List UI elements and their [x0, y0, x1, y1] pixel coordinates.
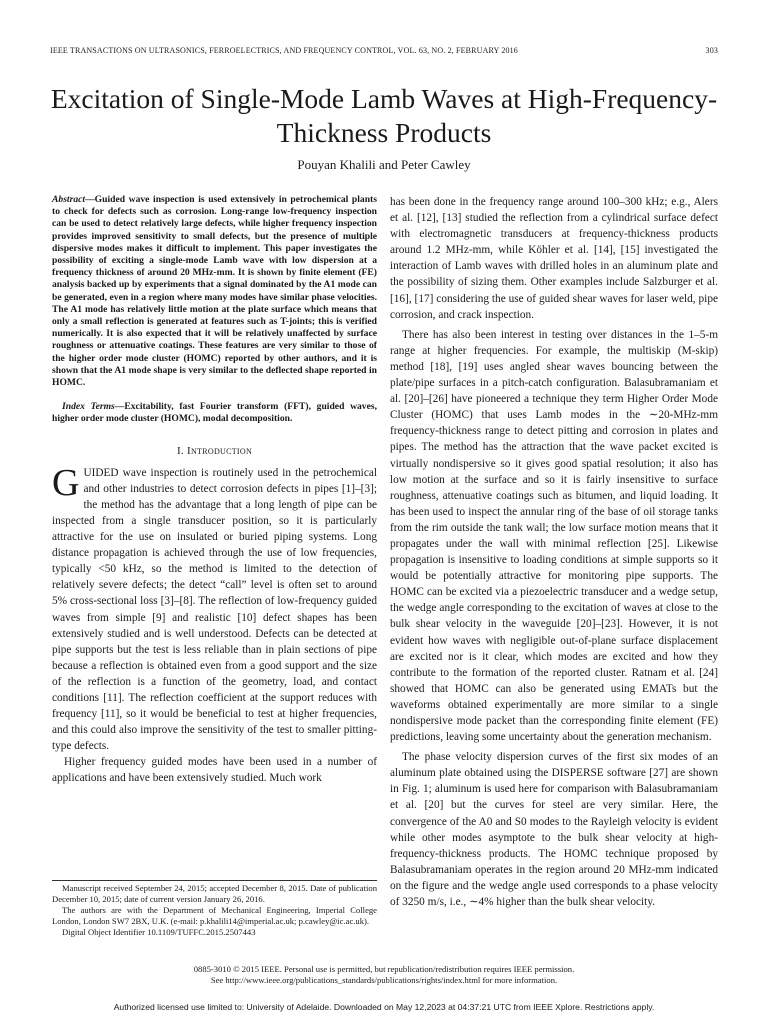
abstract-text: —Guided wave inspection is used extensively in petrochemical plants to check for defects such as corrosion. Long-range low-frequency inspection can be used to detect relatively large defects, while higher frequency inspection provides improved sensitivity to small defects, but the presence of multiple dispersive modes makes it difficult to implement. This paper investigates the possibility of exciting a single-mode Lamb wave with low dispersion at a frequency thickness of around 20 MHz-mm. It is shown by finite element (FE) analysis backed up by experiments that a signal dominated by the A1 mode can be generated, even in a region where many modes have similar phase velocities. The A1 mode has relatively little motion at the plate surface which means that only a small reflection is generated at features such as T-joints; this is verified numerically. It is also expected that it will be relatively unaffected by surface roughness or attenuative coatings. These features are very similar to those of the higher order mode cluster (HOMC) reported by other authors, and it is shown that the A1 mode shape is very similar to the deflected shape reported in HOMC. [52, 194, 377, 389]
body-paragraph: There has also been interest in testing over distances in the 1–5-m range at higher frequencies. For example, the multiskip (M-skip) method [18], [19] uses angled shear waves bouncing between the plate/pipe surfaces in a pitch-catch configuration. Balasubramaniam et al. [20]–[26] have pioneered a technique they term Higher Order Mode Cluster (HOMC) that uses Lamb modes in the ∼20-MHz-mm frequency-thickness range to detect pitting and corrosion in plates and pipes. The method has the attraction that the wave packet excited is virtually nondispersive so it gives good spatial resolution; it also has low motion at the surface and so it is fairly insensitive to surface roughness, attenuative coatings such as bitumen, and liquid loading. It has been used to inspect the annular ring of the base of oil storage tanks from the rim outside the tank wall; the low surface motion means that it propagates under the wall with minimal reflection [25]. Likewise propagation is insensitive to loading conditions at simple supports so it would be potentially attractive for monitoring pipe supports. The HOMC can be excited via a piezoelectric transducer and a wedge setup, the wedge angle corresponding to the excitation of waves at close to the bulk shear velocity in the waveguide [20]–[23]. However, it is not evident how waves with negligible out-of-plane surface displacement are excited nor is it clear, which modes are excited and how they contribute to the formation of the reported cluster. Ratnam et al. [24] showed that HOMC can also be generated using EMATs but the waveforms obtained experimentally are more similar to a single nondispersive mode packet than the corresponding finite element (FE) predictions, leaving some uncertainty about the generation mechanism. [390, 328, 718, 744]
footnote-received: Manuscript received September 24, 2015; accepted December 8, 2015. Date of publication December 10, 2015; date of current version January 26, 2016. [52, 883, 377, 904]
body-paragraph: The phase velocity dispersion curves of the first six modes of an aluminum plate obtained using the DISPERSE software [27] are shown in Fig. 1; aluminum is used here for comparison with Balasubramaniam et al. [20] but the curves for steel are very similar. Here, the convergence of the A0 and S0 modes to the Rayleigh velocity is evident while other modes asymptote to the bulk shear velocity at high-frequency-thickness products. The HOMC technique proposed by Balasubramaniam operates in the region around 20 MHz-mm indicated on the figure and the wedge angle used corresponds to a phase velocity of 3250 m/s, i.e., ∼4% higher than the bulk shear velocity. [390, 751, 718, 909]
copyright-line: 0885-3010 © 2015 IEEE. Personal use is permitted, but republication/redistribution requires IEEE permission. [193, 964, 575, 974]
index-terms-label: Index Terms [62, 401, 115, 413]
drop-cap: G [52, 461, 80, 504]
paper-authors: Pouyan Khalili and Peter Cawley [297, 157, 471, 172]
rights-line: See http://www.ieee.org/publications_standards/publications/rights/index.html for more information. [210, 975, 558, 986]
body-paragraph: has been done in the frequency range around 100–300 kHz; e.g., Alers et al. [12], [13] studied the reflection from a cylindrical surface defect with electromagnetic transducers at frequency-thickness products around 1.2 MHz-mm, while Köhler et al. [14], [15] investigated the interaction of Lamb waves with drilled holes in an aluminum plate and the possibility of sizing them. Other examples include Salzburger et al. [16], [17] considering the use of guided shear waves for laser weld, pipe corrosion, and crack inspection. [390, 196, 718, 321]
footnote-affiliation: The authors are with the Department of Mechanical Engineering, Imperial College London, London SW7 2BX, U.K. (e-mail: p.khalili14@imperial.ac.uk; p.cawley@ic.ac.uk). [52, 905, 377, 926]
index-terms [52, 401, 377, 425]
section-title: Introduction [187, 444, 253, 457]
running-header [50, 46, 718, 55]
abstract [52, 194, 377, 389]
copyright-notice [40, 964, 728, 987]
left-column [52, 194, 377, 787]
intro-paragraph [52, 461, 377, 755]
footnotes [52, 880, 377, 938]
journal-name: IEEE TRANSACTIONS ON ULTRASONICS, FERROELECTRICS, AND FREQUENCY CONTROL, VOL. 63, NO. 2, FEBRUARY 2016 [50, 46, 518, 55]
paper-title: Excitation of Single-Mode Lamb Waves at High-Frequency-Thickness Products [50, 83, 718, 148]
body-paragraph: Higher frequency guided modes have been used in a number of applications and have been extensively studied. Much work [52, 756, 377, 785]
page-number: 303 [705, 46, 718, 55]
right-column [390, 194, 718, 910]
footnote-doi: Digital Object Identifier 10.1109/TUFFC.2015.2507443 [62, 927, 256, 937]
index-terms-text: —Excitability, fast Fourier transform (FFT), guided waves, higher order mode cluster (HOMC), modal decomposition. [52, 401, 377, 425]
abstract-label: Abstract [52, 194, 86, 205]
section-number: I. [176, 444, 184, 457]
section-heading [52, 444, 377, 459]
license-notice: Authorized licensed use limited to: University of Adelaide. Downloaded on May 12,2023 at 04:37:21 UTC from IEEE Xplore. Restrictions apply. [113, 1002, 655, 1012]
intro-paragraph-text: UIDED wave inspection is routinely used in the petrochemical and other industries to detect corrosion defects in pipes [1]–[3]; the method has the advantage that a long length of pipe can be inspected from a single transducer position, so it is particularly attractive for the use on insulated or buried piping systems. Long distance propagation is achieved through the use of low frequencies, typically <50 kHz, so the method is limited to the detection of relatively severe defects; the detect “call” level is often set to around 5% cross-sectional loss [3]–[8]. The reflection of low-frequency guided waves from simple [9] and realistic [10] defect shapes has been extensively studied and is well understood. Defects can be detected at pipe supports but the test is less reliable than in plain sections of pipe because a reflection is obtained even from a good support and the size of the reflection is a function of the geometry, load, and contact conditions [11]. The reflection coefficient at the support reduces with frequency [11], so it would be beneficial to test at higher frequencies, and this could also improve the sensitivity of the test to smaller pitting-type defects. [52, 466, 377, 753]
